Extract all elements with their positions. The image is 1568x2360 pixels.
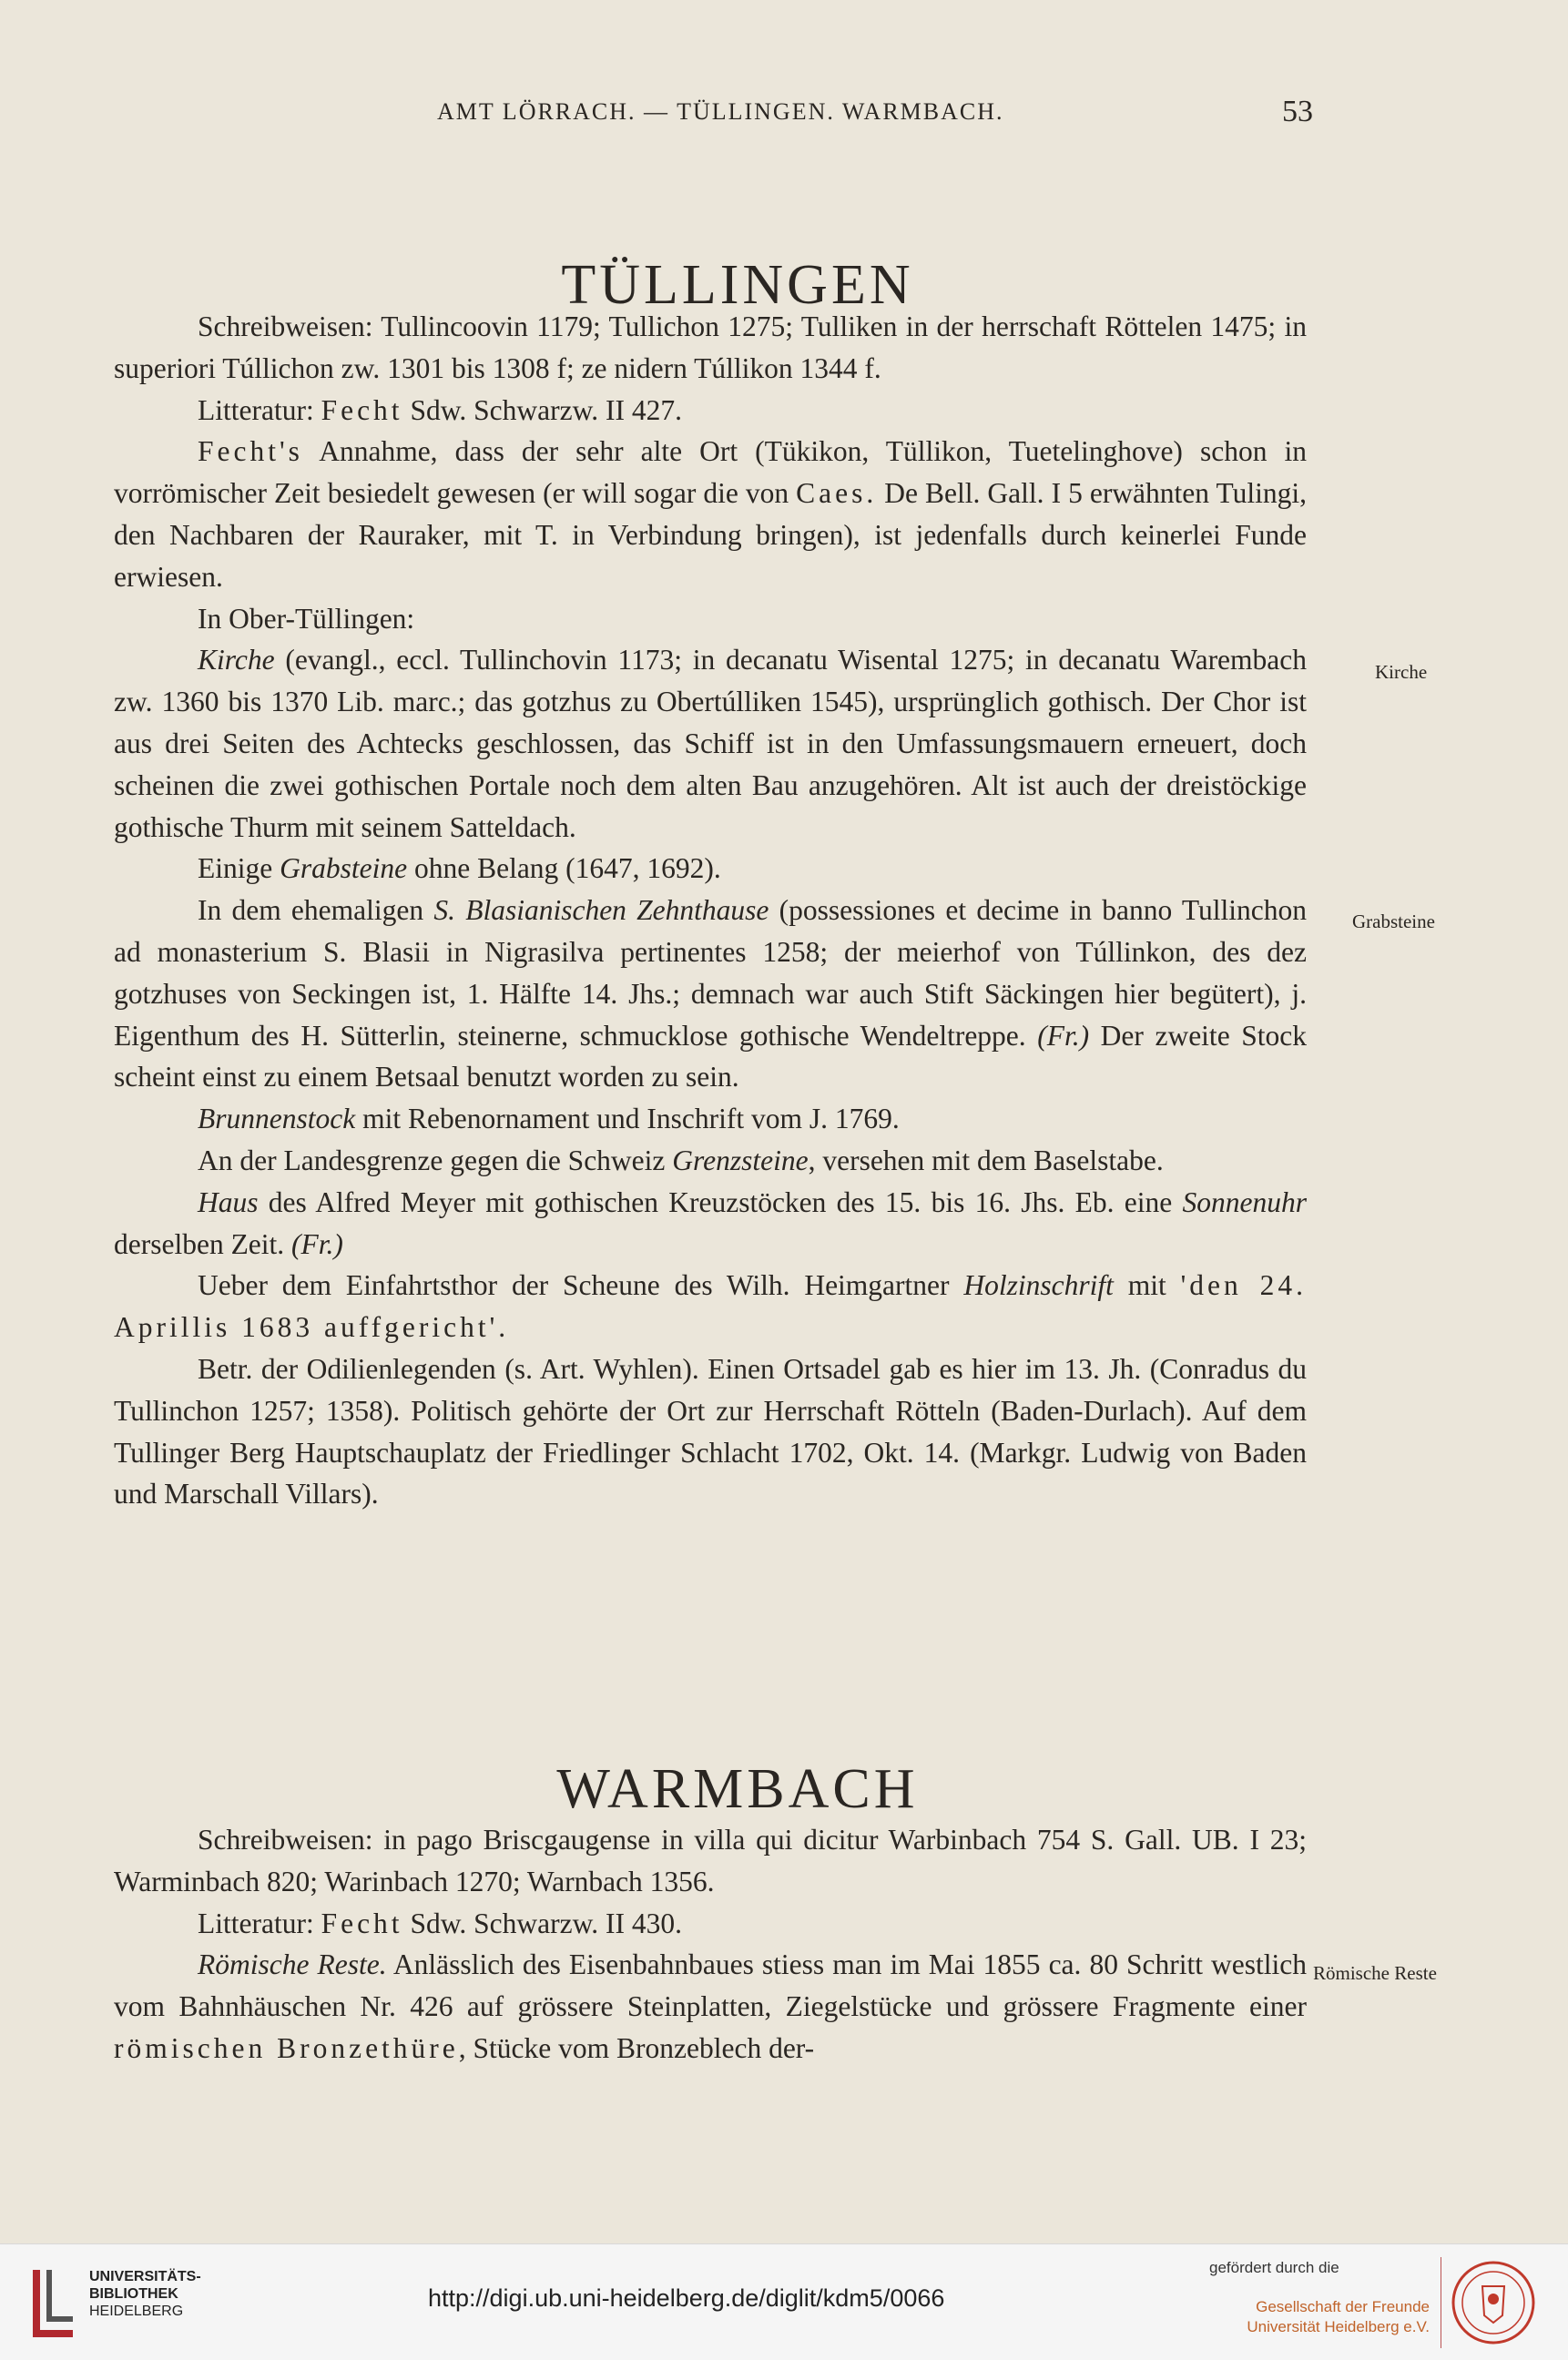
paragraph: Schreibweisen: in pago Briscgaugense in villa qui dicitur Warbinbach 754 S. Gall. UB. I 23; Warminbach 820; Warinbach 1270; Warnbach 1356. [114,1824,1307,1897]
sponsor-name: Gesellschaft der Freunde Universität Heidelberg e.V. [1247,2298,1430,2335]
footer-bar [0,2243,1568,2360]
paragraph: Ueber dem Einfahrtsthor der Scheune des Wilh. Heimgartner Holzinschrift mit 'den 24. Aprillis 1683 auffgericht'. [114,1269,1307,1344]
paragraph: Betr. der Odilienlegenden (s. Art. Wyhlen). Einen Ortsadel gab es hier im 13. Jh. (Conradus du Tullinchon 1257; 1358). Politisch gehörte der Ort zur Herrschaft Rötteln (Baden-Durlach). Auf dem Tullinger Berg Hauptschauplatz der Friedlinger Schlacht 1702, Okt. 14. (Markgr. Ludwig von Baden und Marschall Villars). [114,1352,1307,1511]
paragraph: Schreibweisen: Tullincoovin 1179; Tullichon 1275; Tulliken in der herrschaft Röttelen 1475; in superiori Túllichon zw. 1301 bis 1308 f; ze nidern Túllikon 1344 f. [114,310,1307,384]
paragraph: In dem ehemaligen S. Blasianischen Zehnthause (possessiones et decime in banno Tullinchon ad monasterium S. Blasii in Nigrasilva pertinentes 1258; der meierhof von Túllinkon, des dez gotzhuses von Seckingen ist, 1. Hälfte 14. Jhs.; demnach war auch Stift Säckingen hier begütert), j. Eigenthum des H. Sütterlin, steinerne, schmucklose gothische Wendeltreppe. (Fr.) Der zweite Stock scheint einst zu einem Betsaal benutzt worden zu sein. [114,894,1307,1094]
library-logo-icon [31,2264,78,2339]
paragraph: Fecht's Annahme, dass der sehr alte Ort (Tükikon, Tüllikon, Tuetelinghove) schon in vorrömischer Zeit besiedelt gewesen (er will sogar die von Caes. De Bell. Gall. I 5 erwähnten Tulingi, den Nachbaren der Rauraker, mit T. in Verbindung bringen), ist jedenfalls durch keinerlei Funde erwiesen. [114,435,1307,593]
running-title: AMT LÖRRACH. — TÜLLINGEN. WARMBACH. [437,98,1004,125]
paragraph: Litteratur: Fecht Sdw. Schwarzw. II 427. [198,393,683,426]
margin-note-kirche: Kirche [1375,661,1428,683]
paragraph: In Ober-Tüllingen: [198,602,415,635]
library-name: UNIVERSITÄTS- BIBLIOTHEK HEIDELBERG [89,2269,201,2319]
margin-note-grabsteine: Grabsteine [1352,910,1435,932]
section-title-warmbach: WARMBACH [556,1757,919,1820]
supported-by-label: gefördert durch die [1209,2259,1339,2276]
section-title-tullingen: TÜLLINGEN [561,253,914,316]
page-number: 53 [1282,95,1313,128]
tullingen-body [114,306,1307,1515]
permalink[interactable]: http://digi.ub.uni-heidelberg.de/diglit/kdm5/0066 [428,2284,945,2312]
paragraph: An der Landesgrenze gegen die Schweiz Grenzsteine, versehen mit dem Baselstabe. [198,1144,1164,1176]
paragraph: Haus des Alfred Meyer mit gothischen Kreuzstöcken des 15. bis 16. Jhs. Eb. eine Sonnenuhr derselben Zeit. (Fr.) [114,1185,1307,1260]
warmbach-body [114,1819,1307,2070]
paragraph: Litteratur: Fecht Sdw. Schwarzw. II 430. [198,1907,683,1939]
paragraph: Kirche (evangl., eccl. Tullinchovin 1173; in decanatu Wisental 1275; in decanatu Warembach zw. 1360 bis 1370 Lib. marc.; das gotzhus zu Obertúlliken 1545), ursprünglich gothisch. Der Chor ist aus drei Seiten des Achtecks geschlossen, das Schiff ist in den Umfassungsmauern erneuert, doch scheinen die zwei gothischen Portale noch dem alten Bau anzugehören. Alt ist auch der dreistöckige gothische Thurm mit seinem Satteldach. [114,644,1307,843]
paragraph: Brunnenstock mit Rebenornament und Inschrift vom J. 1769. [198,1103,900,1135]
paragraph: Römische Reste. Anlässlich des Eisenbahnbaues stiess man im Mai 1855 ca. 80 Schritt westlich vom Bahnhäuschen Nr. 426 auf grössere Steinplatten, Ziegelstücke und grössere Fragmente einer römischen Bronzethüre, Stücke vom Bronzeblech der- [114,1948,1307,2064]
paragraph: Einige Grabsteine ohne Belang (1647, 1692). [198,852,721,885]
university-seal-icon [1450,2259,1537,2346]
margin-note-roemische-reste: Römische Reste [1313,1962,1437,1984]
